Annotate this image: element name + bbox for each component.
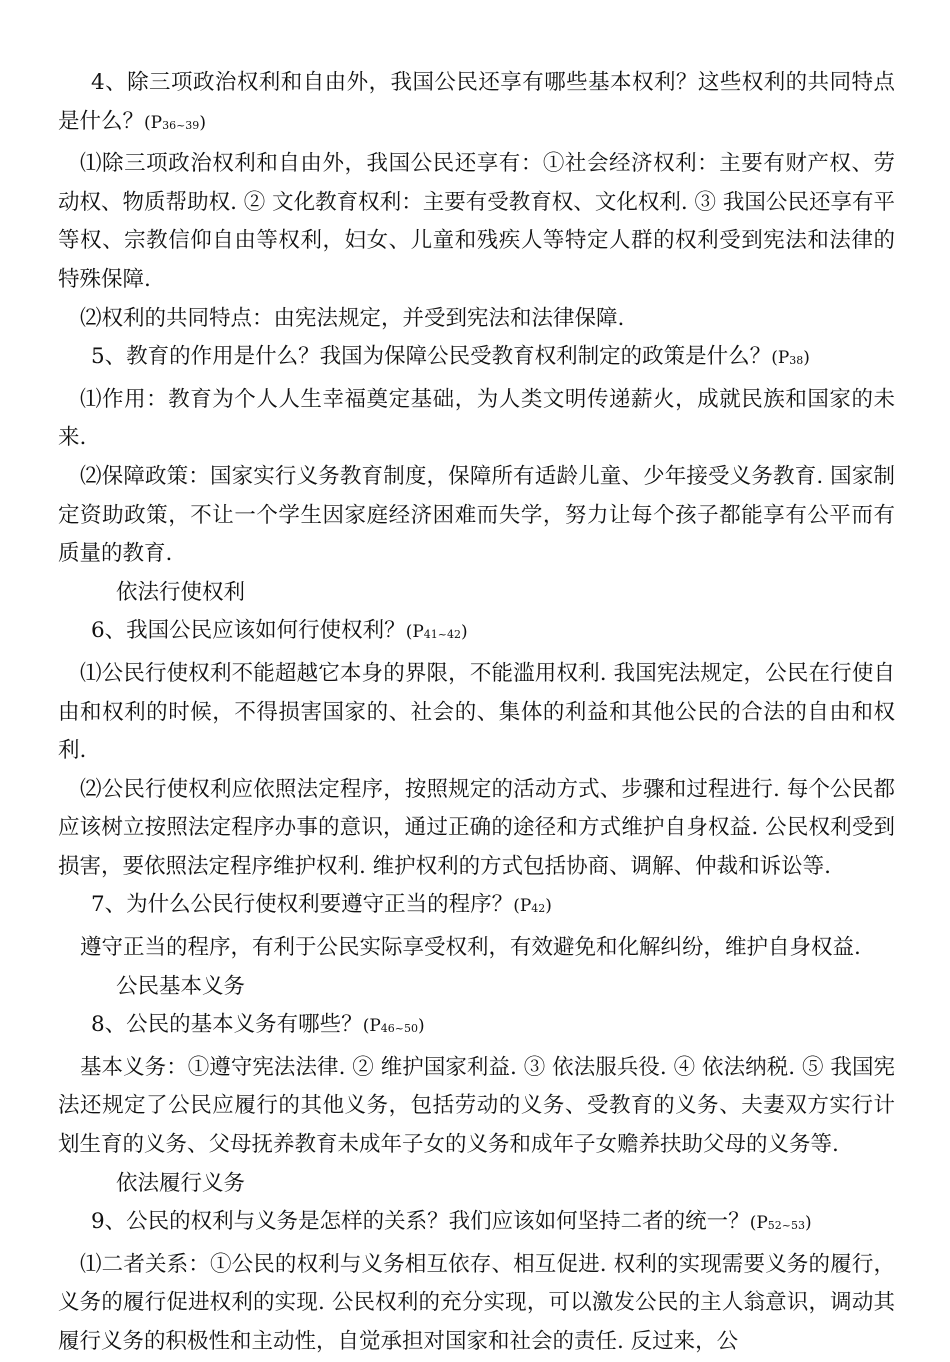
- answer-5-2: ⑵保障政策：国家实行义务教育制度，保障所有适龄儿童、少年接受义务教育. 国家制定资助政策，不让一个学生因家庭经济困难而失学，努力让每个孩子都能享有公平而有质量的教育.: [58, 463, 895, 567]
- question-7: 7、为什么公民行使权利要遵守正当的程序？$(P_{42})$: [91, 892, 552, 918]
- answer-4-1: ⑴除三项政治权利和自由外，我国公民还享有：①社会经济权利：主要有财产权、劳动权、物质帮助权. ② 文化教育权利：主要有受教育权、文化权利. ③ 我国公民还享有平等权、宗教信仰自由等权利，妇女、儿童和残疾人等特定人群的权利受到宪法和法律的特殊保障.: [58, 151, 895, 292]
- page-reference: $(P_{42})$: [513, 896, 552, 917]
- answer-4-2: ⑵权利的共同特点：由宪法规定，并受到宪法和法律保障.: [80, 305, 625, 331]
- answer-8: 基本义务：①遵守宪法法律. ② 维护国家利益. ③ 依法服兵役. ④ 依法纳税. ⑤ 我国宪法还规定了公民应履行的其他义务，包括劳动的义务、受教育的义务、夫妻双方实行计划生育的义务、父母抚养教育未成年子女的义务和成年子女赡养扶助父母的义务等.: [58, 1054, 895, 1158]
- answer-9-1: ⑴二者关系：①公民的权利与义务相互依存、相互促进. 权利的实现需要义务的履行，义务的履行促进权利的实现. 公民权利的充分实现，可以激发公民的主人翁意识，调动其履行义务的积极性和主动性，自觉承担对国家和社会的责任. 反过来，公: [58, 1251, 895, 1354]
- answer-6-2: ⑵公民行使权利应依照法定程序，按照规定的活动方式、步骤和过程进行. 每个公民都应该树立按照法定程序办事的意识，通过正确的途径和方式维护自身权益. 公民权利受到损害，要依照法定程序维护权利. 维护权利的方式包括协商、调解、仲裁和诉讼等.: [58, 776, 895, 879]
- section-heading-exercise-rights: 依法行使权利: [116, 579, 246, 605]
- question-9: 9、公民的权利与义务是怎样的关系？我们应该如何坚持二者的统一？$(P_{52\sim 53})$: [91, 1209, 812, 1235]
- page-reference: $(P_{52\sim 53})$: [749, 1213, 812, 1234]
- section-heading-basic-duties: 公民基本义务: [116, 973, 246, 999]
- page-reference: $(P_{38})$: [771, 348, 810, 369]
- answer-6-1: ⑴公民行使权利不能超越它本身的界限，不能滥用权利. 我国宪法规定，公民在行使自由和权利的时候，不得损害国家的、社会的、集体的利益和其他公民的合法的自由和权利.: [58, 660, 895, 764]
- answer-7: 遵守正当的程序，有利于公民实际享受权利，有效避免和化解纠纷，维护自身权益.: [80, 935, 861, 961]
- question-5: 5、教育的作用是什么？我国为保障公民受教育权利制定的政策是什么？$(P_{38})$: [91, 344, 810, 370]
- page-reference: $(P_{36\sim 39})$: [144, 112, 206, 133]
- section-heading-fulfill-duties: 依法履行义务: [116, 1170, 246, 1196]
- page-reference: $(P_{41\sim 42})$: [405, 622, 468, 643]
- page-reference: $(P_{46\sim 50})$: [362, 1016, 425, 1037]
- question-4: 4、除三项政治权利和自由外，我国公民还享有哪些基本权利？这些权利的共同特点是什么？$(P_{36\sim 39})$: [58, 70, 895, 134]
- answer-5-1: ⑴作用：教育为个人人生幸福奠定基础，为人类文明传递薪火，成就民族和国家的未来.: [58, 386, 895, 451]
- question-8: 8、公民的基本义务有哪些？$(P_{46\sim 50})$: [91, 1012, 425, 1038]
- question-6: 6、我国公民应该如何行使权利？$(P_{41\sim 42})$: [91, 618, 468, 644]
